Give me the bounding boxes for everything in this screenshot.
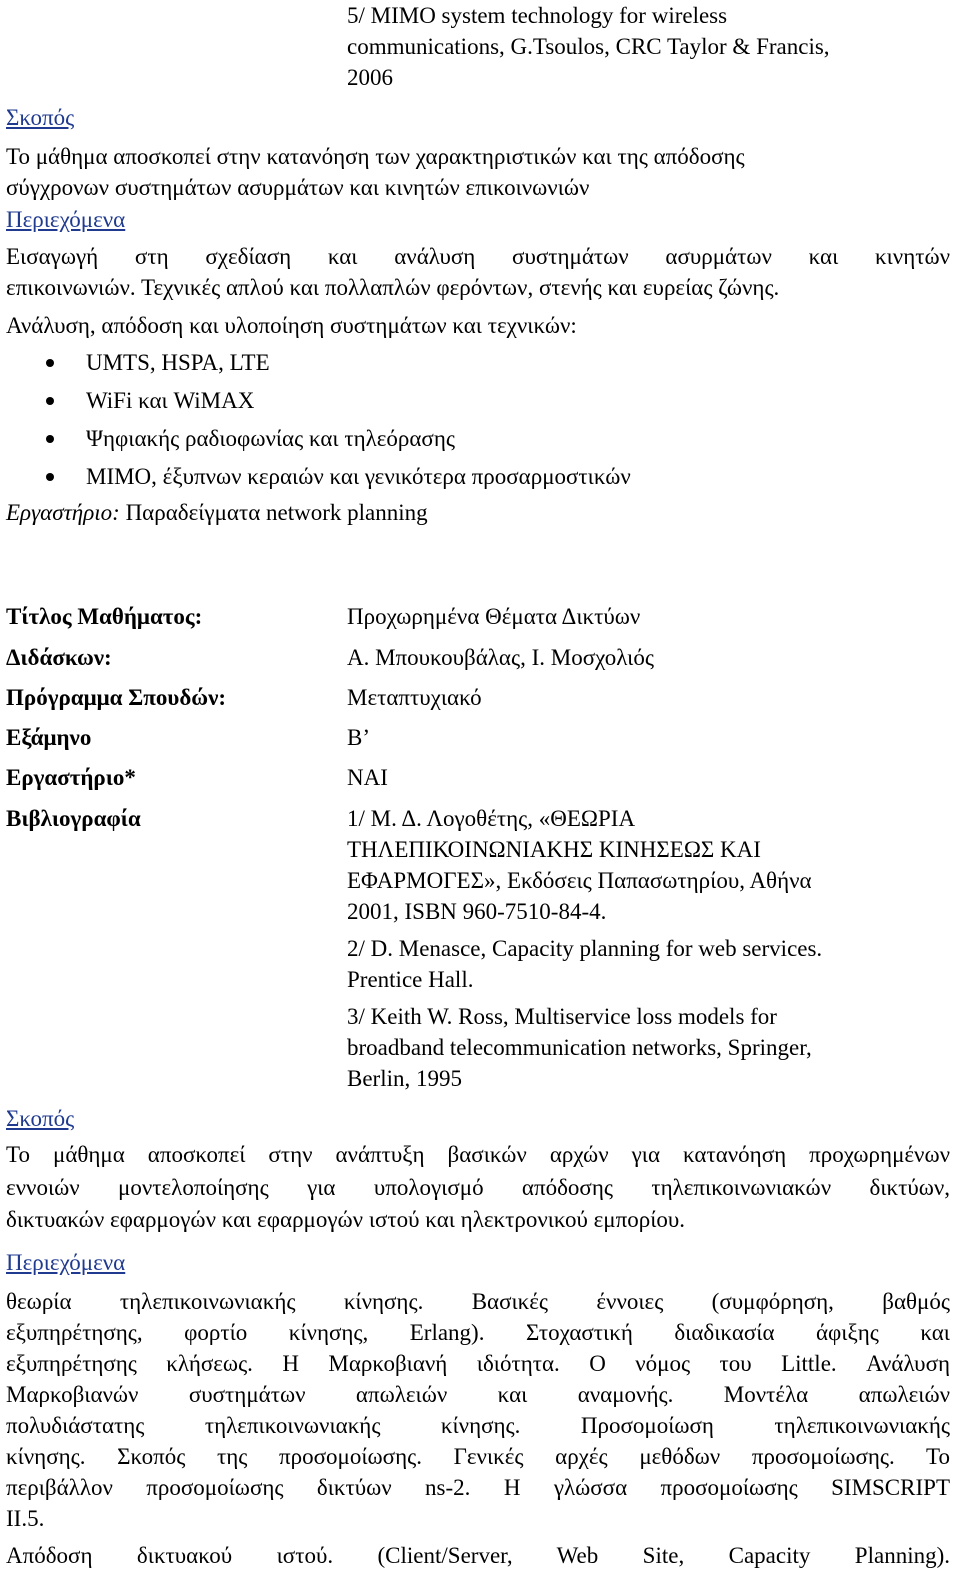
bullet-item: WiFi και WiMAX: [86, 388, 255, 413]
contents-text-line: πολυδιάστατης τηλεπικοινωνιακής κίνησης. Προσομοίωση τηλεπικοινωνιακής: [6, 1413, 950, 1438]
bullet-item: Ψηφιακής ραδιοφωνίας και τηλεόρασης: [86, 426, 455, 451]
bullet-icon: [46, 473, 54, 481]
biblio-line: 2/ D. Menasce, Capacity planning for web services.: [347, 936, 823, 961]
bullet-icon: [46, 435, 54, 443]
biblio-line: ΤΗΛΕΠΙΚΟΙΝΩΝΙΑΚΗΣ ΚΙΝΗΣΕΩΣ ΚΑΙ: [347, 837, 761, 862]
biblio-ref-line: communications, G.Tsoulos, CRC Taylor & Francis,: [347, 34, 830, 59]
field-value-program: Μεταπτυχιακό: [347, 685, 482, 710]
contents-text-line: II.5.: [6, 1506, 45, 1531]
biblio-line: 3/ Keith W. Ross, Multiservice loss models for: [347, 1004, 777, 1029]
contents-text-line: Μαρκοβιανών συστημάτων απωλειών και αναμονής. Μοντέλα απωλειών: [6, 1382, 950, 1407]
contents-text-line: Εισαγωγή στη σχεδίαση και ανάλυση συστημάτων ασυρμάτων και κινητών: [6, 244, 950, 269]
skopos-text-line: Το μάθημα αποσκοπεί στην κατανόηση των χαρακτηριστικών και της απόδοσης: [6, 144, 745, 169]
contents-text-line: θεωρία τηλεπικοινωνιακής κίνησης. Βασικές έννοιες (συμφόρηση, βαθμός: [6, 1289, 950, 1314]
field-label-instructor: Διδάσκων:: [6, 645, 112, 670]
contents-text-line: επικοινωνιών. Τεχνικές απλού και πολλαπλών φερόντων, στενής και ευρείας ζώνης.: [6, 275, 780, 300]
field-label-program: Πρόγραμμα Σπουδών:: [6, 685, 227, 710]
skopos-text-line: σύγχρονων συστημάτων ασυρμάτων και κινητών επικοινωνιών: [6, 175, 590, 200]
field-value-title: Προχωρημένα Θέματα Δικτύων: [347, 604, 641, 629]
contents-text-line: εξυπηρέτησης κλήσεως. Η Μαρκοβιανή ιδιότητα. Ο νόμος του Little. Ανάλυση: [6, 1351, 950, 1376]
skopos-text-line: εννοιών μοντελοποίησης για υπολογισμό απόδοσης τηλεπικοινωνιακών δικτύων,: [6, 1175, 950, 1200]
lab-text: Παραδείγματα network planning: [119, 500, 428, 525]
bullet-item: UMTS, HSPA, LTE: [86, 350, 270, 375]
lab-label: Εργαστήριο:: [6, 500, 120, 525]
skopos-text-line: Το μάθημα αποσκοπεί στην ανάπτυξη βασικών αρχών για κατανόηση προχωρημένων: [6, 1142, 950, 1167]
contents-text-line: κίνησης. Σκοπός της προσομοίωσης. Γενικές αρχές μεθόδων προσομοίωσης. Το: [6, 1444, 950, 1469]
bullet-icon: [46, 397, 54, 405]
bullet-icon: [46, 359, 54, 367]
field-value-lab: ΝΑΙ: [347, 765, 388, 790]
contents-text-line: Απόδοση δικτυακού ιστού. (Client/Server, Web Site, Capacity Planning).: [6, 1543, 950, 1568]
biblio-line: broadband telecommunication networks, Springer,: [347, 1035, 812, 1060]
contents-text-line: Ανάλυση, απόδοση και υλοποίηση συστημάτων και τεχνικών:: [6, 313, 577, 338]
bullet-item: MIMO, έξυπνων κεραιών και γενικότερα προσαρμοστικών: [86, 464, 631, 489]
section-heading-contents: Περιεχόμενα: [6, 207, 126, 232]
skopos-text-line: δικτυακών εφαρμογών και εφαρμογών ιστού και ηλεκτρονικού εμπορίου.: [6, 1207, 686, 1232]
field-label-lab: Εργαστήριο*: [6, 765, 136, 790]
section-heading-skopos: Σκοπός: [6, 105, 75, 130]
section-heading-contents: Περιεχόμενα: [6, 1250, 126, 1275]
field-label-bibliography: Βιβλιογραφία: [6, 806, 141, 831]
biblio-ref-line: 5/ MIMO system technology for wireless: [347, 3, 728, 28]
section-heading-skopos: Σκοπός: [6, 1106, 75, 1131]
biblio-line: Prentice Hall.: [347, 967, 474, 992]
field-value-instructor: Α. Μπουκουβάλας, Ι. Μοσχολιός: [347, 645, 654, 670]
field-value-bibliography: 1/ Μ. Δ. Λογοθέτης, «ΘΕΩΡΙΑ: [347, 806, 636, 831]
lab-line: [6, 497, 428, 528]
field-label-semester: Εξάμηνο: [6, 725, 92, 750]
biblio-line: 2001, ISBN 960-7510-84-4.: [347, 899, 607, 924]
biblio-line: ΕΦΑΡΜΟΓΕΣ», Εκδόσεις Παπασωτηρίου, Αθήνα: [347, 868, 812, 893]
contents-text-line: εξυπηρέτησης, φορτίο κίνησης, Erlang). Στοχαστική διαδικασία άφιξης και: [6, 1320, 950, 1345]
field-label-title: Τίτλος Μαθήματος:: [6, 604, 203, 629]
field-value-semester: Β’: [347, 725, 370, 750]
contents-text-line: περιβάλλον προσομοίωσης δικτύων ns-2. Η γλώσσα προσομοίωσης SIMSCRIPT: [6, 1475, 950, 1500]
biblio-ref-line: 2006: [347, 65, 393, 90]
biblio-line: Berlin, 1995: [347, 1066, 462, 1091]
